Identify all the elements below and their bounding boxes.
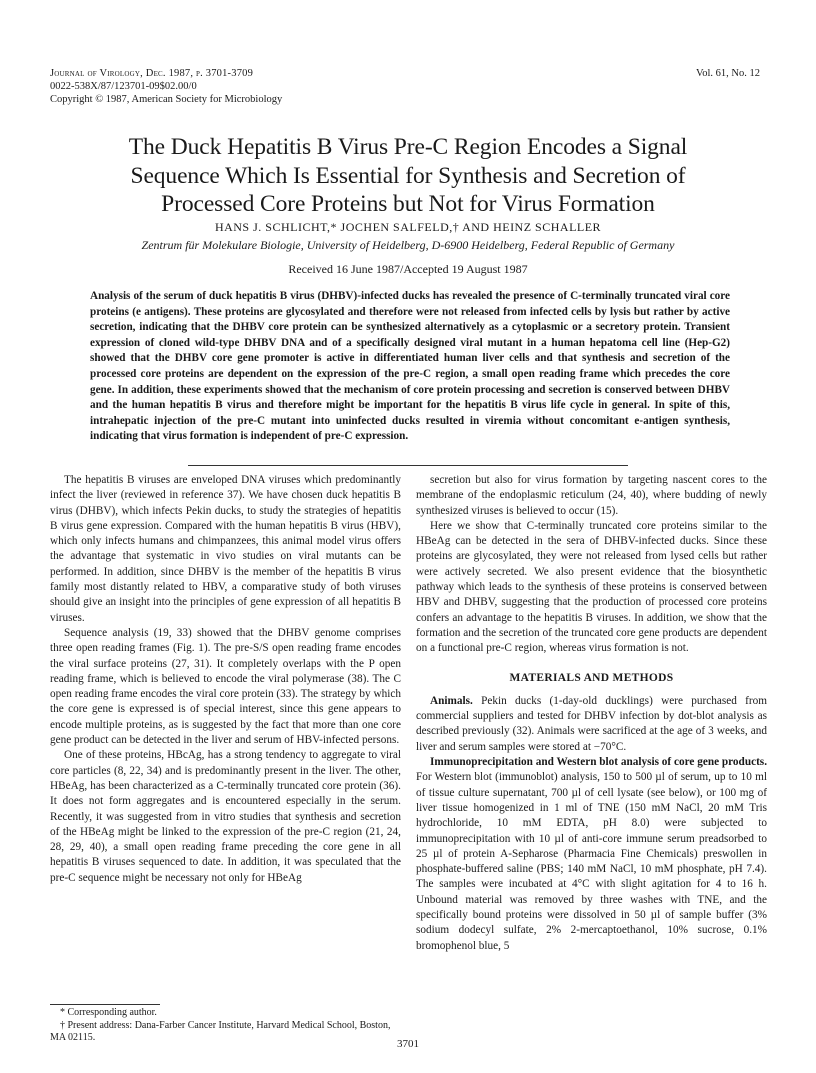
immuno-text: For Western blot (immunoblot) analysis, 150 to 500 µl of serum, up to 10 ml of tissue culture supernatant, 700 µl of cell lysate (see below), or 100 mg of liver tissue homogenized in 1 ml of TNE (150 mM NaCl, 20 mM Tris hydrochloride, 10 mM EDTA, pH 8.0) were subjected to immunoprecipitation with 10 µl of anti-core immune serum preadsorbed to 25 µl of protein A-Sepharose (Pharmacia Fine Chemicals) preswollen in phosphate-buffered saline (PBS; 140 mM NaCl, 10 mM phosphate, pH 7.4). The samples were incubated at 4°C with slight agitation for 4 to 16 h. Unbound material was removed by three washes with TNE, and the specifically bound proteins were dissolved in 50 µl of sample buffer (3% sodium dodecyl sulfate, 2% 2-mercaptoethanol, 10% sucrose, 0.1% bromophenol blue, 5	[416, 771, 767, 952]
issn-code: 0022-538X/87/123701-09$02.00/0	[50, 81, 197, 92]
body-paragraph: One of these proteins, HBcAg, has a strong tendency to aggregate to viral core particles (8, 22, 34) and is predominantly present in the liver. The other, HBeAg, has been characterized as a C-terminally truncated core protein (36). It does not form aggregates and is encountered especially in the serum. Recently, it was suggested from in vitro studies that synthesis and secretion of the HBeAg might be linked to the expression of the pre-C region (21, 24, 28, 29, 40), a small open reading frame preceding the core gene in all hepatitis B viruses sequenced to date. In addition, it was speculated that the pre-C sequence might be necessary not only for HBeAg	[50, 749, 401, 884]
title-line: The Duck Hepatitis B Virus Pre-C Region Encodes a Signal	[128, 134, 688, 160]
journal-citation: Journal of Virology, Dec. 1987, p. 3701-3709	[50, 68, 254, 79]
body-column-right	[416, 473, 767, 954]
body-paragraph: Here we show that C-terminally truncated core proteins similar to the HBeAg can be detected in the sera of DHBV-infected ducks. Since these proteins are glycosylated, they were not released from lysed cells but rather were actively secreted. We also present evidence that the biosynthetic pathway which leads to the synthesis of these proteins is conserved between HBV and DHBV, suggesting that the production of processed core proteins confers an advantage to the hepatitis B viruses. In addition, we show that the formation and the secretion of the truncated core gene products are dependent on a functional pre-C region, whereas virus formation is not.	[416, 519, 767, 655]
received-dates: Received 16 June 1987/Accepted 19 August 1987	[288, 262, 528, 276]
title-line: Sequence Which Is Essential for Synthesis and Secretion of	[130, 162, 686, 189]
volume-issue: Vol. 61, No. 12	[696, 68, 760, 79]
title-line: Processed Core Proteins but Not for Virus Formation	[161, 191, 655, 217]
body-paragraph: Sequence analysis (19, 33) showed that the DHBV genome comprises three open reading frames (Fig. 1). The pre-S/S open reading frame encodes the viral surface proteins (27, 31). It completely overlaps with the P open reading frame, which is believed to encode the viral polymerase (38). The C open reading frame encodes the viral core protein (33). The strategy by which the core gene is expressed is of special interest, since this gene appears to encode multiple proteins, as is suggested by the fact that more than one core gene product can be detected in the liver and serum of HBV-infected persons.	[50, 626, 401, 747]
animals-runin-heading: Animals.	[430, 694, 473, 707]
immuno-runin-heading: Immunoprecipitation and Western blot analysis of core gene products.	[430, 756, 768, 769]
affiliation: Zentrum für Molekulare Biologie, University of Heidelberg, D-6900 Heidelberg, Federal Republic of Germany	[141, 238, 675, 252]
page-number: 3701	[397, 1038, 419, 1050]
section-heading-methods: MATERIALS AND METHODS	[509, 671, 674, 684]
body-column-left	[50, 473, 401, 886]
body-paragraph: The hepatitis B viruses are enveloped DNA viruses which predominantly infect the liver (reviewed in reference 37). We have chosen duck hepatitis B virus (DHBV), which infects Pekin ducks, to study the strategies of hepatitis B virus gene expression. Compared with the human hepatitis B virus (HBV), which only infects humans and chimpanzees, this animal model virus offers the advantage that systematic in vivo studies on viral mutants can be performed. In addition, since DHBV is the member of the hepatitis B virus family most distantly related to HBV, a comparative study of both viruses should give an insight into the principles of gene expression of all hepatitis B viruses.	[50, 474, 401, 624]
article-title	[60, 133, 756, 219]
footnote-present-address: † Present address: Dana-Farber Cancer Institute, Harvard Medical School, Boston, MA 02115.	[50, 1019, 391, 1043]
body-paragraph: secretion but also for virus formation by targeting nascent cores to the membrane of the endoplasmic reticulum (24, 40), where budding of newly synthesized viruses is believed to occur (15).	[416, 474, 767, 517]
footnote-divider	[50, 1004, 160, 1005]
journal-header	[50, 67, 470, 106]
abstract-divider	[188, 465, 628, 466]
author-list: HANS J. SCHLICHT,* JOCHEN SALFELD,† AND HEINZ SCHALLER	[214, 220, 602, 234]
animals-text: Pekin ducks (1-day-old ducklings) were purchased from commercial suppliers and tested for DHBV infection by dot-blot analysis as described previously (32). Animals were sacrificed at the age of 3 weeks, and liver and serum samples were stored at −70°C.	[416, 694, 767, 753]
footnote-corresponding: * Corresponding author.	[60, 1007, 157, 1018]
immunoprecipitation-paragraph	[416, 755, 767, 954]
abstract: Analysis of the serum of duck hepatitis B virus (DHBV)-infected ducks has revealed the presence of C-terminally truncated viral core proteins (e antigens). These proteins are glycosylated and therefore were not released from infected cells by lysis but rather by active secretion, indicating that the DHBV core protein can be synthesized alternatively as a cytoplasmic or a secretory protein. Transient expression of cloned wild-type DHBV DNA and of a specifically designed viral mutant in a human hepatoma cell line (Hep-G2) showed that the DHBV core gene promoter is active in differentiated human liver cells and that synthesis and secretion of the processed core proteins are dependent on the expression of the pre-C region, a small open reading frame which precedes the core gene. In addition, these experiments showed that the mechanism of core protein processing and secretion is conserved between DHBV and the human hepatitis B virus and therefore might be important for the hepatitis B virus life cycle in general. In spite of this, intrahepatic injection of the pre-C mutant into uninfected ducks resulted in viremia without concomitant e-antigen synthesis, indicating that virus formation is independent of pre-C expression.	[90, 290, 730, 443]
animals-paragraph	[416, 694, 767, 755]
copyright-notice: Copyright © 1987, American Society for Microbiology	[50, 94, 283, 105]
